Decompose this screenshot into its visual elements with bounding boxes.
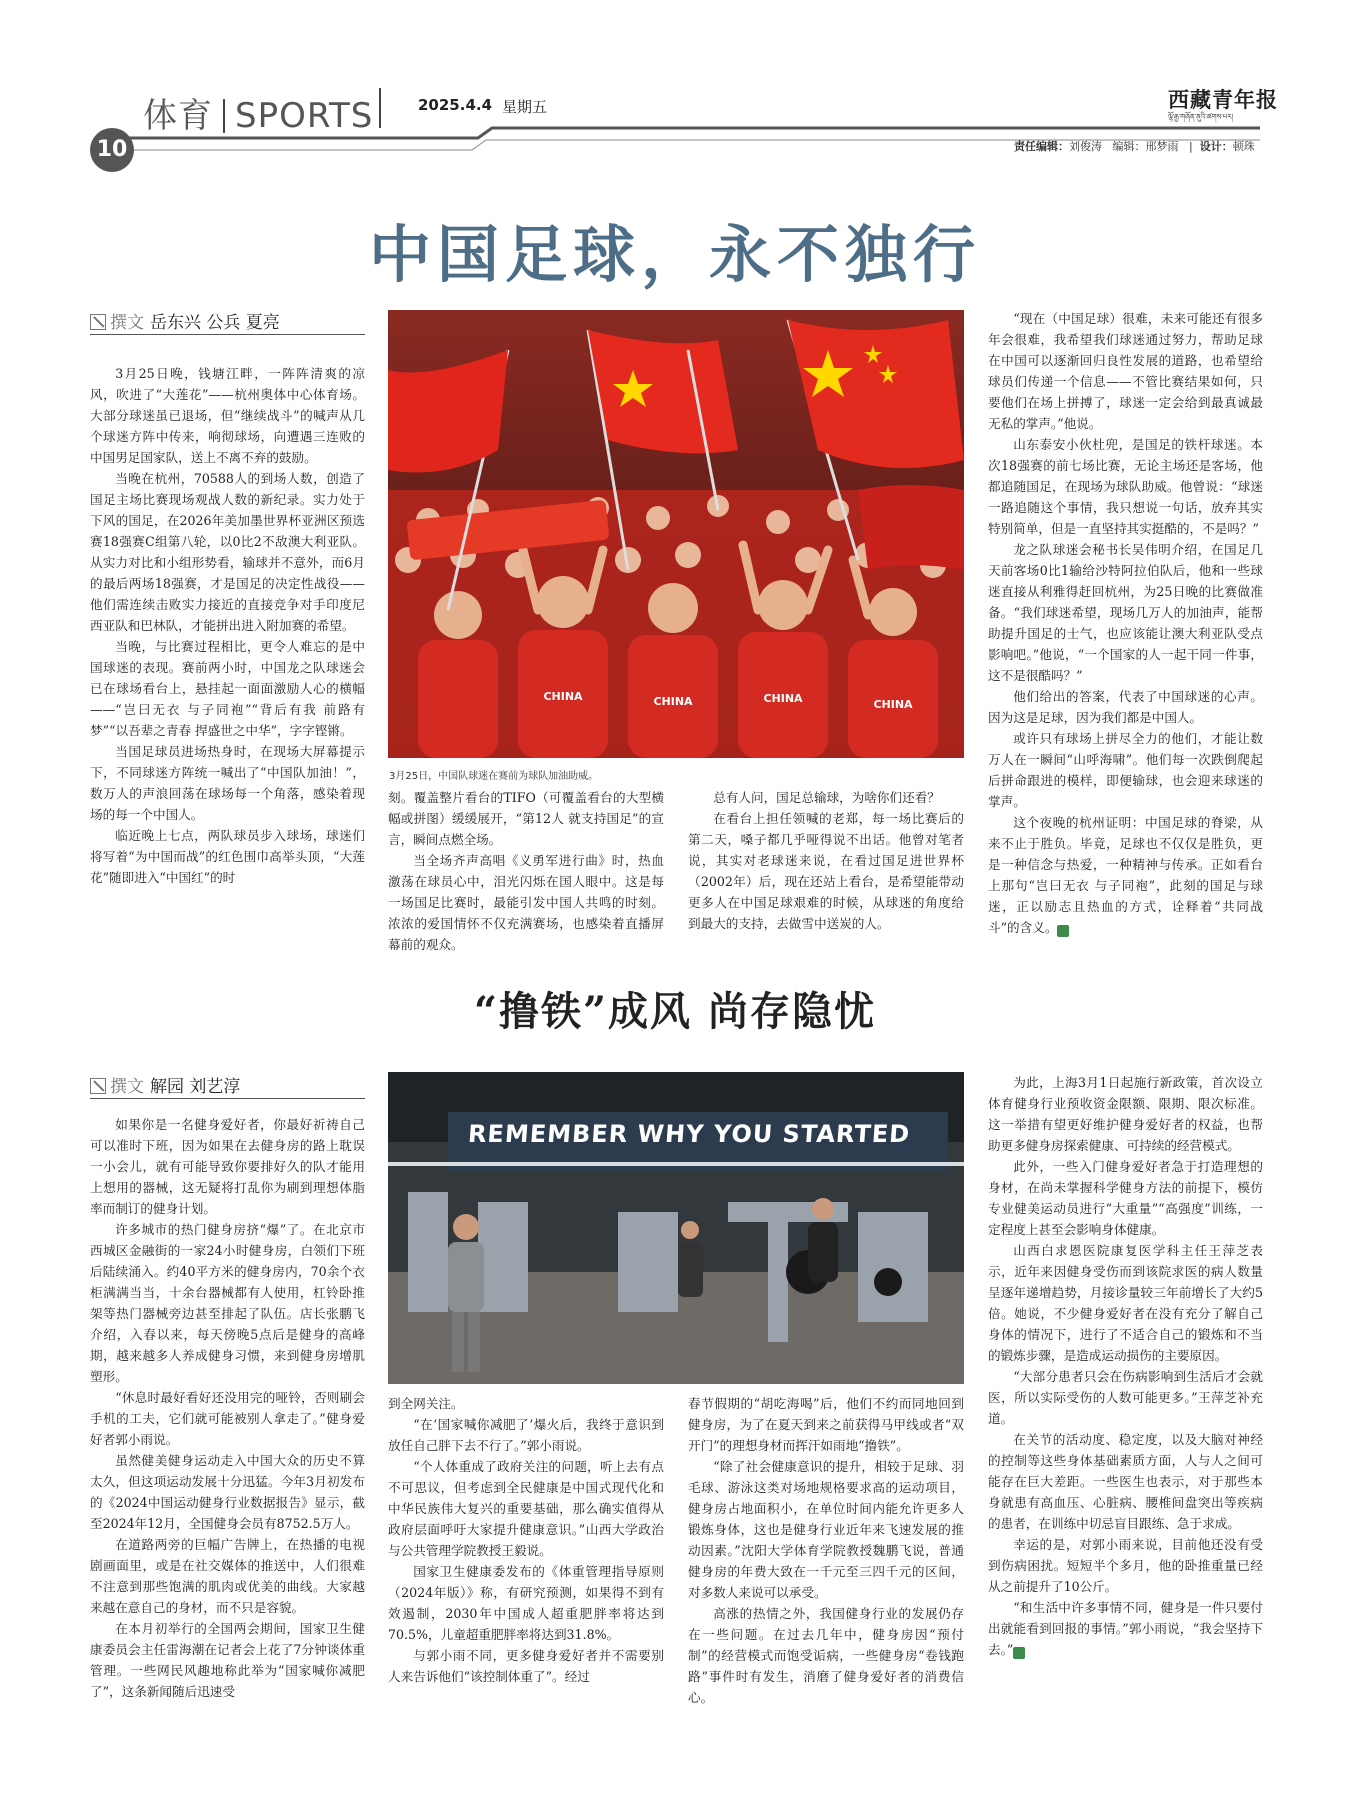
paragraph: 为此，上海3月1日起施行新政策，首次设立体育健身行业预收资金限额、限期、限次标准。这一举措有望更好维护健身爱好者的权益，也帮助更多健身房探索健康、可持续的经营模式。 bbox=[988, 1075, 1263, 1153]
svg-text:CHINA: CHINA bbox=[873, 698, 913, 711]
fans-photo-illustration bbox=[388, 310, 964, 758]
byline-label: 撰文 bbox=[110, 1077, 144, 1097]
article2-col3 bbox=[688, 1393, 964, 1708]
paragraph: “现在（中国足球）很难，未来可能还有很多年会很难，我希望我们球迷通过努力，帮助足球在中国可以逐渐回归良性发展的道路，也希望给球员们传递一个信息——不管比赛结果如何，只要他们在场上拼搏了，球迷一定会给到最真诚最无私的掌声。”他说。 bbox=[988, 311, 1263, 431]
editor-name: 刘俊涛 bbox=[1069, 140, 1102, 153]
paragraph: 高涨的热情之外，我国健身行业的发展仍存在一些问题。在过去几年中，健身房因“预付制”的经营模式而饱受诟病，一些健身房“卷钱跑路”事件时有发生，消磨了健身爱好者的消费信心。 bbox=[688, 1606, 964, 1705]
paragraph: 春节假期的“胡吃海喝”后，他们不约而同地回到健身房，为了在夏天到来之前获得马甲线或者“双开门”的理想身材而挥汗如雨地“撸铁”。 bbox=[688, 1396, 964, 1453]
editor-label: 责任编辑： bbox=[1014, 140, 1069, 153]
paragraph: 虽然健美健身运动走入中国大众的历史不算太久，但这项运动发展十分迅猛。今年3月初发布的《2024中国运动健身行业数据报告》显示，截至2024年12月，全国健身会员有8752.5万人。 bbox=[90, 1453, 365, 1531]
paragraph: 总有人问，国足总输球，为啥你们还看？ bbox=[713, 790, 940, 805]
paragraph: 当国足球员进场热身时，在现场大屏幕提示下，不同球迷方阵统一喊出了“中国队加油！”，数万人的声浪回荡在球场每一个角落，感染着现场的每一个中国人。 bbox=[90, 744, 365, 822]
paragraph: “和生活中许多事情不同，健身是一件只要付出就能看到回报的事情。”郭小雨说，“我会坚持下去。” bbox=[988, 1600, 1263, 1657]
paragraph: 山西白求恩医院康复医学科主任王萍芝表示，近年来因健身受伤而到该院求医的病人数量呈逐年递增趋势，月接诊量较三年前增长了大约5倍。她说，不少健身爱好者在没有充分了解自己身体的情况下，进行了不适合自己的锻炼和不当的锻炼步骤，是造成运动损伤的主要原因。 bbox=[988, 1243, 1263, 1363]
paragraph: 在看台上担任领喊的老郑，每一场比赛后的第二天，嗓子都几乎哑得说不出话。他曾对笔者说，其实对老球迷来说，在看过国足进世界杯（2002年）后，现在还站上看台，是希望能带动更多人在中国足球艰难的时候，从球迷的角度给到最大的支持，去做雪中送炭的人。 bbox=[688, 811, 964, 931]
paragraph: 到全网关注。 bbox=[388, 1396, 464, 1411]
article1-authors: 岳东兴 公兵 夏亮 bbox=[150, 313, 280, 333]
paragraph: 刻。覆盖整片看台的TIFO（可覆盖看台的大型横幅或拼图）缓缓展开，“第12人 就支持国足”的宣言，瞬间点燃全场。 bbox=[388, 790, 664, 847]
article2-title: “撸铁”成风 尚存隐忧 bbox=[474, 988, 876, 1035]
paragraph: 国家卫生健康委发布的《体重管理指导原则（2024年版）》称，有研究预测，如果得不到有效遏制，2030年中国成人超重肥胖率将达到70.5%，儿童超重肥胖率将达到31.8%。 bbox=[388, 1564, 664, 1642]
gym-photo-illustration bbox=[388, 1072, 964, 1384]
paragraph: 当全场齐声高唱《义勇军进行曲》时，热血激荡在球员心中，泪光闪烁在国人眼中。这是每一场国足比赛时，最能引发中国人共鸣的时刻。浓浓的爱国情怀不仅充满赛场，也感染着直播屏幕前的观众。 bbox=[388, 853, 664, 952]
paragraph: 此外，一些入门健身爱好者急于打造理想的身材，在尚未掌握科学健身方法的前提下，模仿专业健美运动员进行“大重量”“高强度”训练，一定程度上甚至会影响身体健康。 bbox=[988, 1159, 1263, 1237]
fans-photo bbox=[388, 310, 964, 758]
svg-text:CHINA: CHINA bbox=[543, 690, 583, 703]
article2-col4 bbox=[988, 1072, 1263, 1660]
paragraph: “休息时最好看好还没用完的哑铃，否则刷会手机的工夫，它们就可能被别人拿走了。”健身爱好者郭小雨说。 bbox=[90, 1390, 365, 1447]
article1-title: 中国足球，永不独行 bbox=[368, 218, 981, 291]
article1-col4 bbox=[988, 308, 1263, 938]
paragraph: 当晚在杭州，70588人的到场人数，创造了国足主场比赛现场观战人数的新纪录。实力处于下风的国足，在2026年美加墨世界杯亚洲区预选赛18强赛C组第八轮，以0比2不敌澳大利亚队。从实力对比和小组形势看，输球并不意外，而6月的最后两场18强赛，才是国足的决定性战役——他们需连续击败实力接近的直接竞争对手印度尼西亚队和巴林队，才能拼出进入附加赛的希望。 bbox=[90, 471, 365, 633]
svg-text:CHINA: CHINA bbox=[653, 695, 693, 708]
paragraph: 在关节的活动度、稳定度，以及大脑对神经的控制等这些身体基础素质方面，人与人之间可能存在巨大差距。一些医生也表示，对于那些本身就患有高血压、心脏病、腰椎间盘突出等疾病的患者，在训练中切忌盲目跟练、急于求成。 bbox=[988, 1432, 1263, 1531]
article1-col1 bbox=[90, 363, 365, 888]
paper-logo: 西藏青年报 bbox=[1168, 87, 1278, 112]
sub-editor-label: 编辑： bbox=[1112, 140, 1146, 153]
article2-col1 bbox=[90, 1114, 365, 1702]
page-number: 10 bbox=[90, 128, 134, 172]
article2-byline bbox=[90, 1072, 240, 1097]
paragraph: 临近晚上七点，两队球员步入球场，球迷们将写着“为中国而战”的红色围巾高举头顶，“大莲花”随即进入“中国红”的时 bbox=[90, 828, 365, 885]
pen-icon bbox=[90, 314, 106, 330]
article2-authors: 解园 刘艺淳 bbox=[150, 1077, 241, 1097]
paragraph: 在道路两旁的巨幅广告牌上，在热播的电视剧画面里，或是在社交媒体的推送中，人们很难不注意到那些饱满的肌肉或优美的曲线。大家越来越在意自己的身材，而不只是容貌。 bbox=[90, 1537, 365, 1615]
article-end-icon: 青 bbox=[1057, 925, 1069, 937]
paragraph: 或许只有球场上拼尽全力的他们，才能让数万人在一瞬间“山呼海啸”。他们每一次跌倒爬起后拼命跟进的模样，即便输球，也会迎来球迷的掌声。 bbox=[988, 731, 1263, 809]
paragraph: “除了社会健康意识的提升，相较于足球、羽毛球、游泳这类对场地规格要求高的运动项目，健身房占地面积小，在单位时间内能允许更多人锻炼身体，这也是健身行业近年来飞速发展的推动因素。”沈阳大学体育学院教授魏鹏飞说，普通健身房的年费大致在一千元至三四千元的区间，对多数人来说可以承受。 bbox=[688, 1459, 964, 1600]
paragraph: 与郭小雨不同，更多健身爱好者并不需要别人来告诉他们“该控制体重了”。经过 bbox=[388, 1648, 664, 1684]
article2-col2 bbox=[388, 1393, 664, 1687]
paragraph: 如果你是一名健身爱好者，你最好祈祷自己可以准时下班，因为如果在去健身房的路上耽误一小会儿，就有可能导致你要排好久的队才能用上想用的器械，这无疑将打乱你为刷到理想体脂率而制订的健身计划。 bbox=[90, 1117, 365, 1216]
paper-logo-tibetan: ལྷོ་རྒྱ་གཞོན་ནུའི་ཚགས་པར། bbox=[1168, 113, 1234, 121]
paragraph: 山东泰安小伙杜兜，是国足的铁杆球迷。本次18强赛的前七场比赛，无论主场还是客场，他都追随国足，在现场为球队助威。他曾说：“球迷一路追随这个事情，我只想说一句话，放弃其实特别简单，但是一直坚持其实挺酷的，不是吗？” bbox=[988, 437, 1263, 536]
paragraph: 这个夜晚的杭州证明：中国足球的脊梁，从来不止于胜负。毕竟，足球也不仅仅是胜负，更是一种信念与热爱，一种精神与传承。正如看台上那句“岂曰无衣 与子同袍”，此刻的国足与球迷，正以励志且热血的方式，诠释着“共同战斗”的含义。 bbox=[988, 815, 1263, 935]
svg-text:CHINA: CHINA bbox=[763, 692, 803, 705]
paragraph: 许多城市的热门健身房挤“爆”了。在北京市西城区金融街的一家24小时健身房，白领们下班后陆续涌入。约40平方米的健身房内，70余个衣柜满满当当，十余台器械都有人使用，杠铃卧推架等热门器械旁边甚至排起了队伍。店长张鹏飞介绍，入春以来，每天傍晚5点后是健身的高峰期，越来越多人养成健身习惯，来到健身房增肌塑形。 bbox=[90, 1222, 365, 1384]
sub-editor-name: 邢梦雨 bbox=[1145, 140, 1179, 153]
paragraph: 3月25日晚，钱塘江畔，一阵阵清爽的凉风，吹进了“大莲花”——杭州奥体中心体育场。大部分球迷虽已退场，但“继续战斗”的喊声从几个球迷方阵中传来，响彻球场，向遭遇三连败的中国男足国家队，送上不离不弃的鼓励。 bbox=[90, 366, 365, 465]
paragraph: 他们给出的答案，代表了中国球迷的心声。因为这是足球，因为我们都是中国人。 bbox=[988, 689, 1263, 725]
pen-icon bbox=[90, 1078, 106, 1094]
issue-date: 2025.4.4 bbox=[418, 96, 493, 114]
gym-photo bbox=[388, 1072, 964, 1384]
fans-photo-caption: 3月25日，中国队球迷在赛前为球队加油助威。 bbox=[389, 771, 599, 782]
section-en: SPORTS bbox=[235, 96, 374, 136]
article-end-icon: 青 bbox=[1013, 1647, 1025, 1659]
editor-credits: 责任编辑：刘俊涛 编辑：邢梦雨 | 设计：顿珠 bbox=[1014, 140, 1255, 153]
byline-label: 撰文 bbox=[110, 313, 144, 333]
article1-col2 bbox=[388, 787, 664, 955]
designer-name: 顿珠 bbox=[1232, 140, 1255, 153]
byline-rule bbox=[90, 334, 365, 335]
paragraph: 在本月初举行的全国两会期间，国家卫生健康委员会主任雷海潮在记者会上花了7分钟谈体重管理。一些网民风趣地称此举为“国家喊你减肥了”，这条新闻随后迅速受 bbox=[90, 1621, 365, 1699]
paragraph: 幸运的是，对郭小雨来说，目前他还没有受到伤病困扰。短短半个多月，他的卧推重量已经从之前提升了10公斤。 bbox=[988, 1537, 1263, 1594]
paragraph: 龙之队球迷会秘书长吴伟明介绍，在国足几天前客场0比1输给沙特阿拉伯队后，他和一些球迷直接从利雅得赶回杭州，为25日晚的比赛做准备。“我们球迷希望，现场几万人的加油声，能帮助提升国足的士气，也应该能让澳大利亚队受点影响吧。”他说，“一个国家的人一起干同一件事，这不是很酷吗？” bbox=[988, 542, 1263, 683]
gym-banner-text: REMEMBER WHY YOU STARTED bbox=[467, 1120, 912, 1148]
paragraph: “在‘国家喊你减肥了’爆火后，我终于意识到放任自己胖下去不行了。”郭小雨说。 bbox=[388, 1417, 664, 1453]
article1-col3 bbox=[688, 787, 964, 934]
byline-rule bbox=[90, 1098, 365, 1099]
designer-label: 设计： bbox=[1199, 140, 1233, 153]
section-cn: 体育 bbox=[143, 96, 213, 136]
issue-weekday: 星期五 bbox=[502, 98, 548, 116]
paragraph: “大部分患者只会在伤病影响到生活后才会就医，所以实际受伤的人数可能更多。”王萍芝补充道。 bbox=[988, 1369, 1263, 1426]
paragraph: “个人体重成了政府关注的问题，听上去有点不可思议，但考虑到全民健康是中国式现代化和中华民族伟大复兴的重要基础，那么确实值得从政府层面呼吁大家提升健康意识。”山西大学政治与公共管理学院教授王毅说。 bbox=[388, 1459, 664, 1558]
paragraph: 当晚，与比赛过程相比，更令人难忘的是中国球迷的表现。赛前两小时，中国龙之队球迷会已在球场看台上，悬挂起一面面激励人心的横幅——“岂曰无衣 与子同袍”“背后有我 前路有梦”“以吾辈之青春 捍盛世之中华”，字字铿锵。 bbox=[90, 639, 365, 738]
article1-byline bbox=[90, 308, 280, 333]
